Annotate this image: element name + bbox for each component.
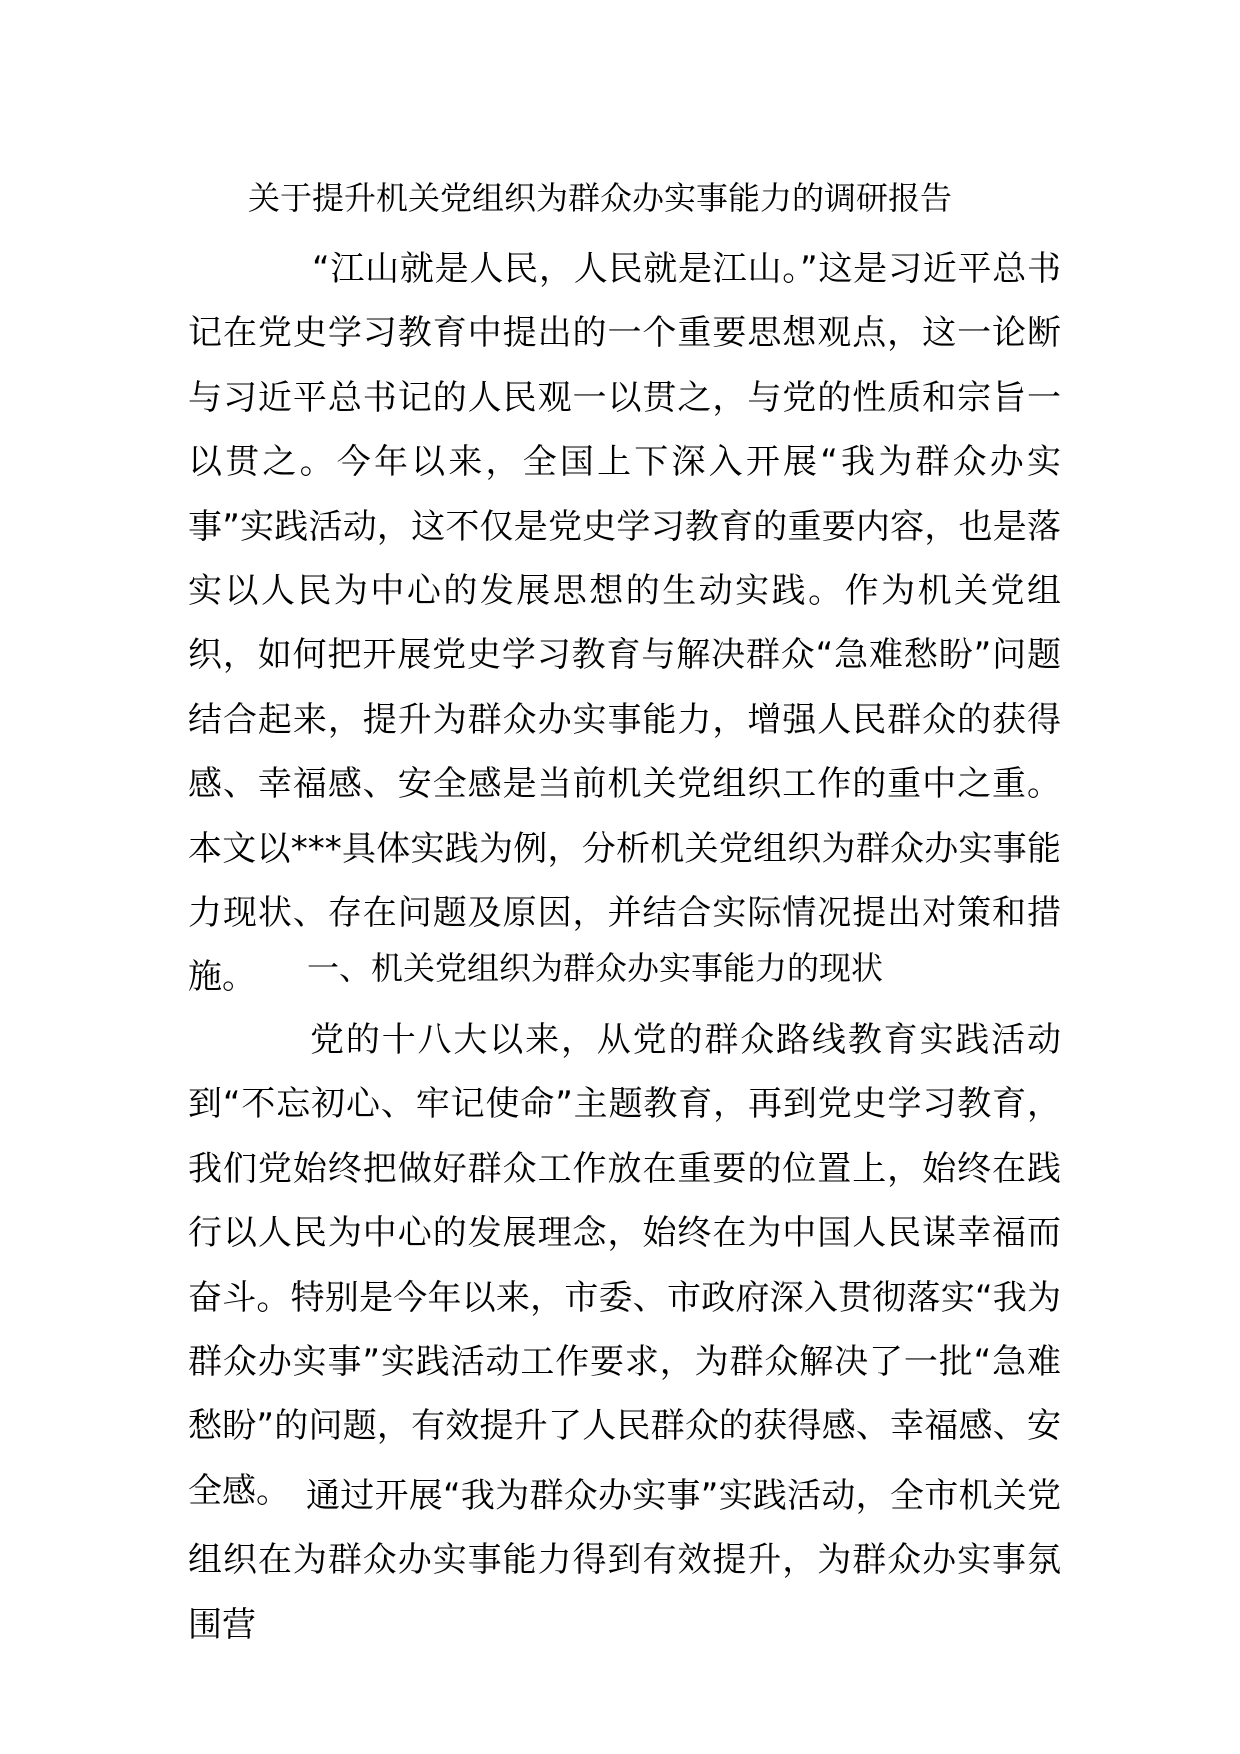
section-heading-1: 一、机关党组织为群众办实事能力的现状 [307, 949, 884, 987]
paragraph-intro: “江山就是人民，人民就是江山。”这是习近平总书记在党史学习教育中提出的一个重要思想观点，这一论断与习近平总书记的人民观一以贯之，与党的性质和宗旨一以贯之。今年以来，全国上下深入开展“我为群众办实事”实践活动，这不仅是党史学习教育的重要内容，也是落实以人民为中心的发展思想的生动实践。作为机关党组织，如何把开展党史学习教育与解决群众“急难愁盼”问题结合起来，提升为群众办实事能力，增强人民群众的获得感、幸福感、安全感是当前机关党组织工作的重中之重。本文以***具体实践为例，分析机关党组织为群众办实事能力现状、存在问题及原因，并结合实际情况提出对策和措施。 [188, 249, 1061, 998]
paragraph-practice: 通过开展“我为群众办实事”实践活动，全市机关党组织在为群众办实事能力得到有效提升，为群众办实事氛围营 [188, 1476, 1061, 1645]
paragraph-status: 党的十八大以来，从党的群众路线教育实践活动到“不忘初心、牢记使命”主题教育，再到党史学习教育，我们党始终把做好群众工作放在重要的位置上，始终在践行以人民为中心的发展理念，始终在为中国人民谋幸福而奋斗。特别是今年以来，市委、市政府深入贯彻落实“我为群众办实事”实践活动工作要求，为群众解决了一批“急难愁盼”的问题，有效提升了人民群众的获得感、幸福感、安全感。 [188, 1020, 1061, 1511]
document-title: 关于提升机关党组织为群众办实事能力的调研报告 [248, 179, 953, 217]
